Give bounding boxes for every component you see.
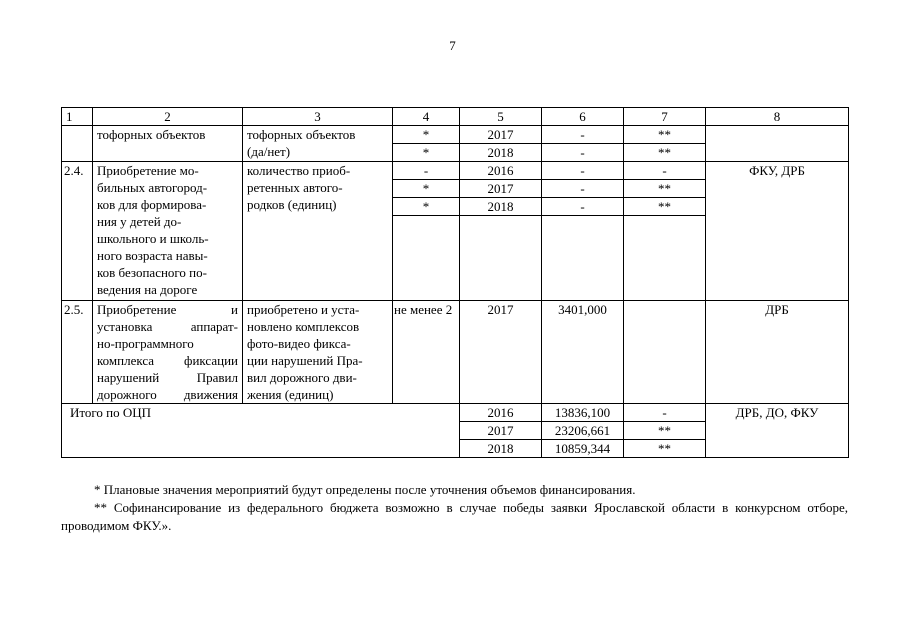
executor-cell	[706, 126, 849, 162]
table-row	[62, 301, 849, 404]
header-cell: 8	[706, 108, 849, 126]
footnote-federal-cofinancing: ** Софинансирование из федерального бюджета возможно в случае победы заявки Ярославской области в конкурсном отборе, проводимом ФКУ.».	[61, 500, 848, 533]
amount-cell: 13836,100	[542, 404, 624, 422]
year-cell: 2017	[460, 422, 542, 440]
activity-name: Приобретение и установка аппарат- но-программного комплекса фиксации нарушений Правил дорожного движения	[93, 301, 243, 404]
year-cell: 2018	[460, 198, 542, 216]
table-row	[62, 404, 849, 422]
empty-cell	[460, 216, 542, 301]
amount-cell: -	[542, 198, 624, 216]
header-row	[62, 108, 849, 126]
federal-cell: **	[624, 440, 706, 458]
footnotes	[61, 481, 848, 535]
row-number	[62, 126, 93, 162]
target-value: *	[393, 198, 460, 216]
header-cell: 4	[393, 108, 460, 126]
target-value: не менее 2	[393, 301, 460, 404]
amount-cell: -	[542, 126, 624, 144]
table-row	[62, 162, 849, 180]
table-row	[62, 126, 849, 144]
federal-cell: **	[624, 126, 706, 144]
target-value: *	[393, 126, 460, 144]
target-value: *	[393, 180, 460, 198]
empty-cell	[624, 216, 706, 301]
target-value: -	[393, 162, 460, 180]
program-table	[61, 107, 849, 458]
executor-cell: ДРБ, ДО, ФКУ	[706, 404, 849, 458]
header-cell: 7	[624, 108, 706, 126]
indicator-name: количество приоб- ретенных автого- родков (единиц)	[243, 162, 393, 301]
federal-cell	[624, 301, 706, 404]
amount-cell: 23206,661	[542, 422, 624, 440]
header-cell: 1	[62, 108, 93, 126]
activity-name: Приобретение мо- бильных автогород- ков для формирова- ния у детей до- школьного и школь- ного возраста навы- ков безопасного по- ведения на дороге	[93, 162, 243, 301]
row-number: 2.5.	[62, 301, 93, 404]
page-number: 7	[449, 38, 456, 53]
year-cell: 2018	[460, 144, 542, 162]
row-number: 2.4.	[62, 162, 93, 301]
federal-cell: -	[624, 404, 706, 422]
target-value: *	[393, 144, 460, 162]
year-cell: 2017	[460, 180, 542, 198]
header-cell: 5	[460, 108, 542, 126]
executor-cell: ФКУ, ДРБ	[706, 162, 849, 301]
header-cell: 2	[93, 108, 243, 126]
federal-cell: **	[624, 422, 706, 440]
amount-cell: 10859,344	[542, 440, 624, 458]
federal-cell: **	[624, 144, 706, 162]
empty-cell	[393, 216, 460, 301]
federal-cell: **	[624, 180, 706, 198]
indicator-name: тофорных объектов (да/нет)	[243, 126, 393, 162]
empty-cell	[542, 216, 624, 301]
indicator-name: приобретено и уста- новлено комплексов фото-видео фикса- ции нарушений Пра- вил дорожного дви- жения (единиц)	[243, 301, 393, 404]
year-cell: 2016	[460, 404, 542, 422]
header-cell: 6	[542, 108, 624, 126]
amount-cell: -	[542, 144, 624, 162]
federal-cell: -	[624, 162, 706, 180]
amount-cell: -	[542, 162, 624, 180]
footnote-planned-values: * Плановые значения мероприятий будут определены после уточнения объемов финансирования.	[94, 482, 636, 497]
activity-name: тофорных объектов	[93, 126, 243, 162]
total-label: Итого по ОЦП	[62, 404, 460, 458]
executor-cell: ДРБ	[706, 301, 849, 404]
year-cell: 2016	[460, 162, 542, 180]
header-cell: 3	[243, 108, 393, 126]
year-cell: 2017	[460, 301, 542, 404]
year-cell: 2018	[460, 440, 542, 458]
amount-cell: -	[542, 180, 624, 198]
amount-cell: 3401,000	[542, 301, 624, 404]
federal-cell: **	[624, 198, 706, 216]
year-cell: 2017	[460, 126, 542, 144]
